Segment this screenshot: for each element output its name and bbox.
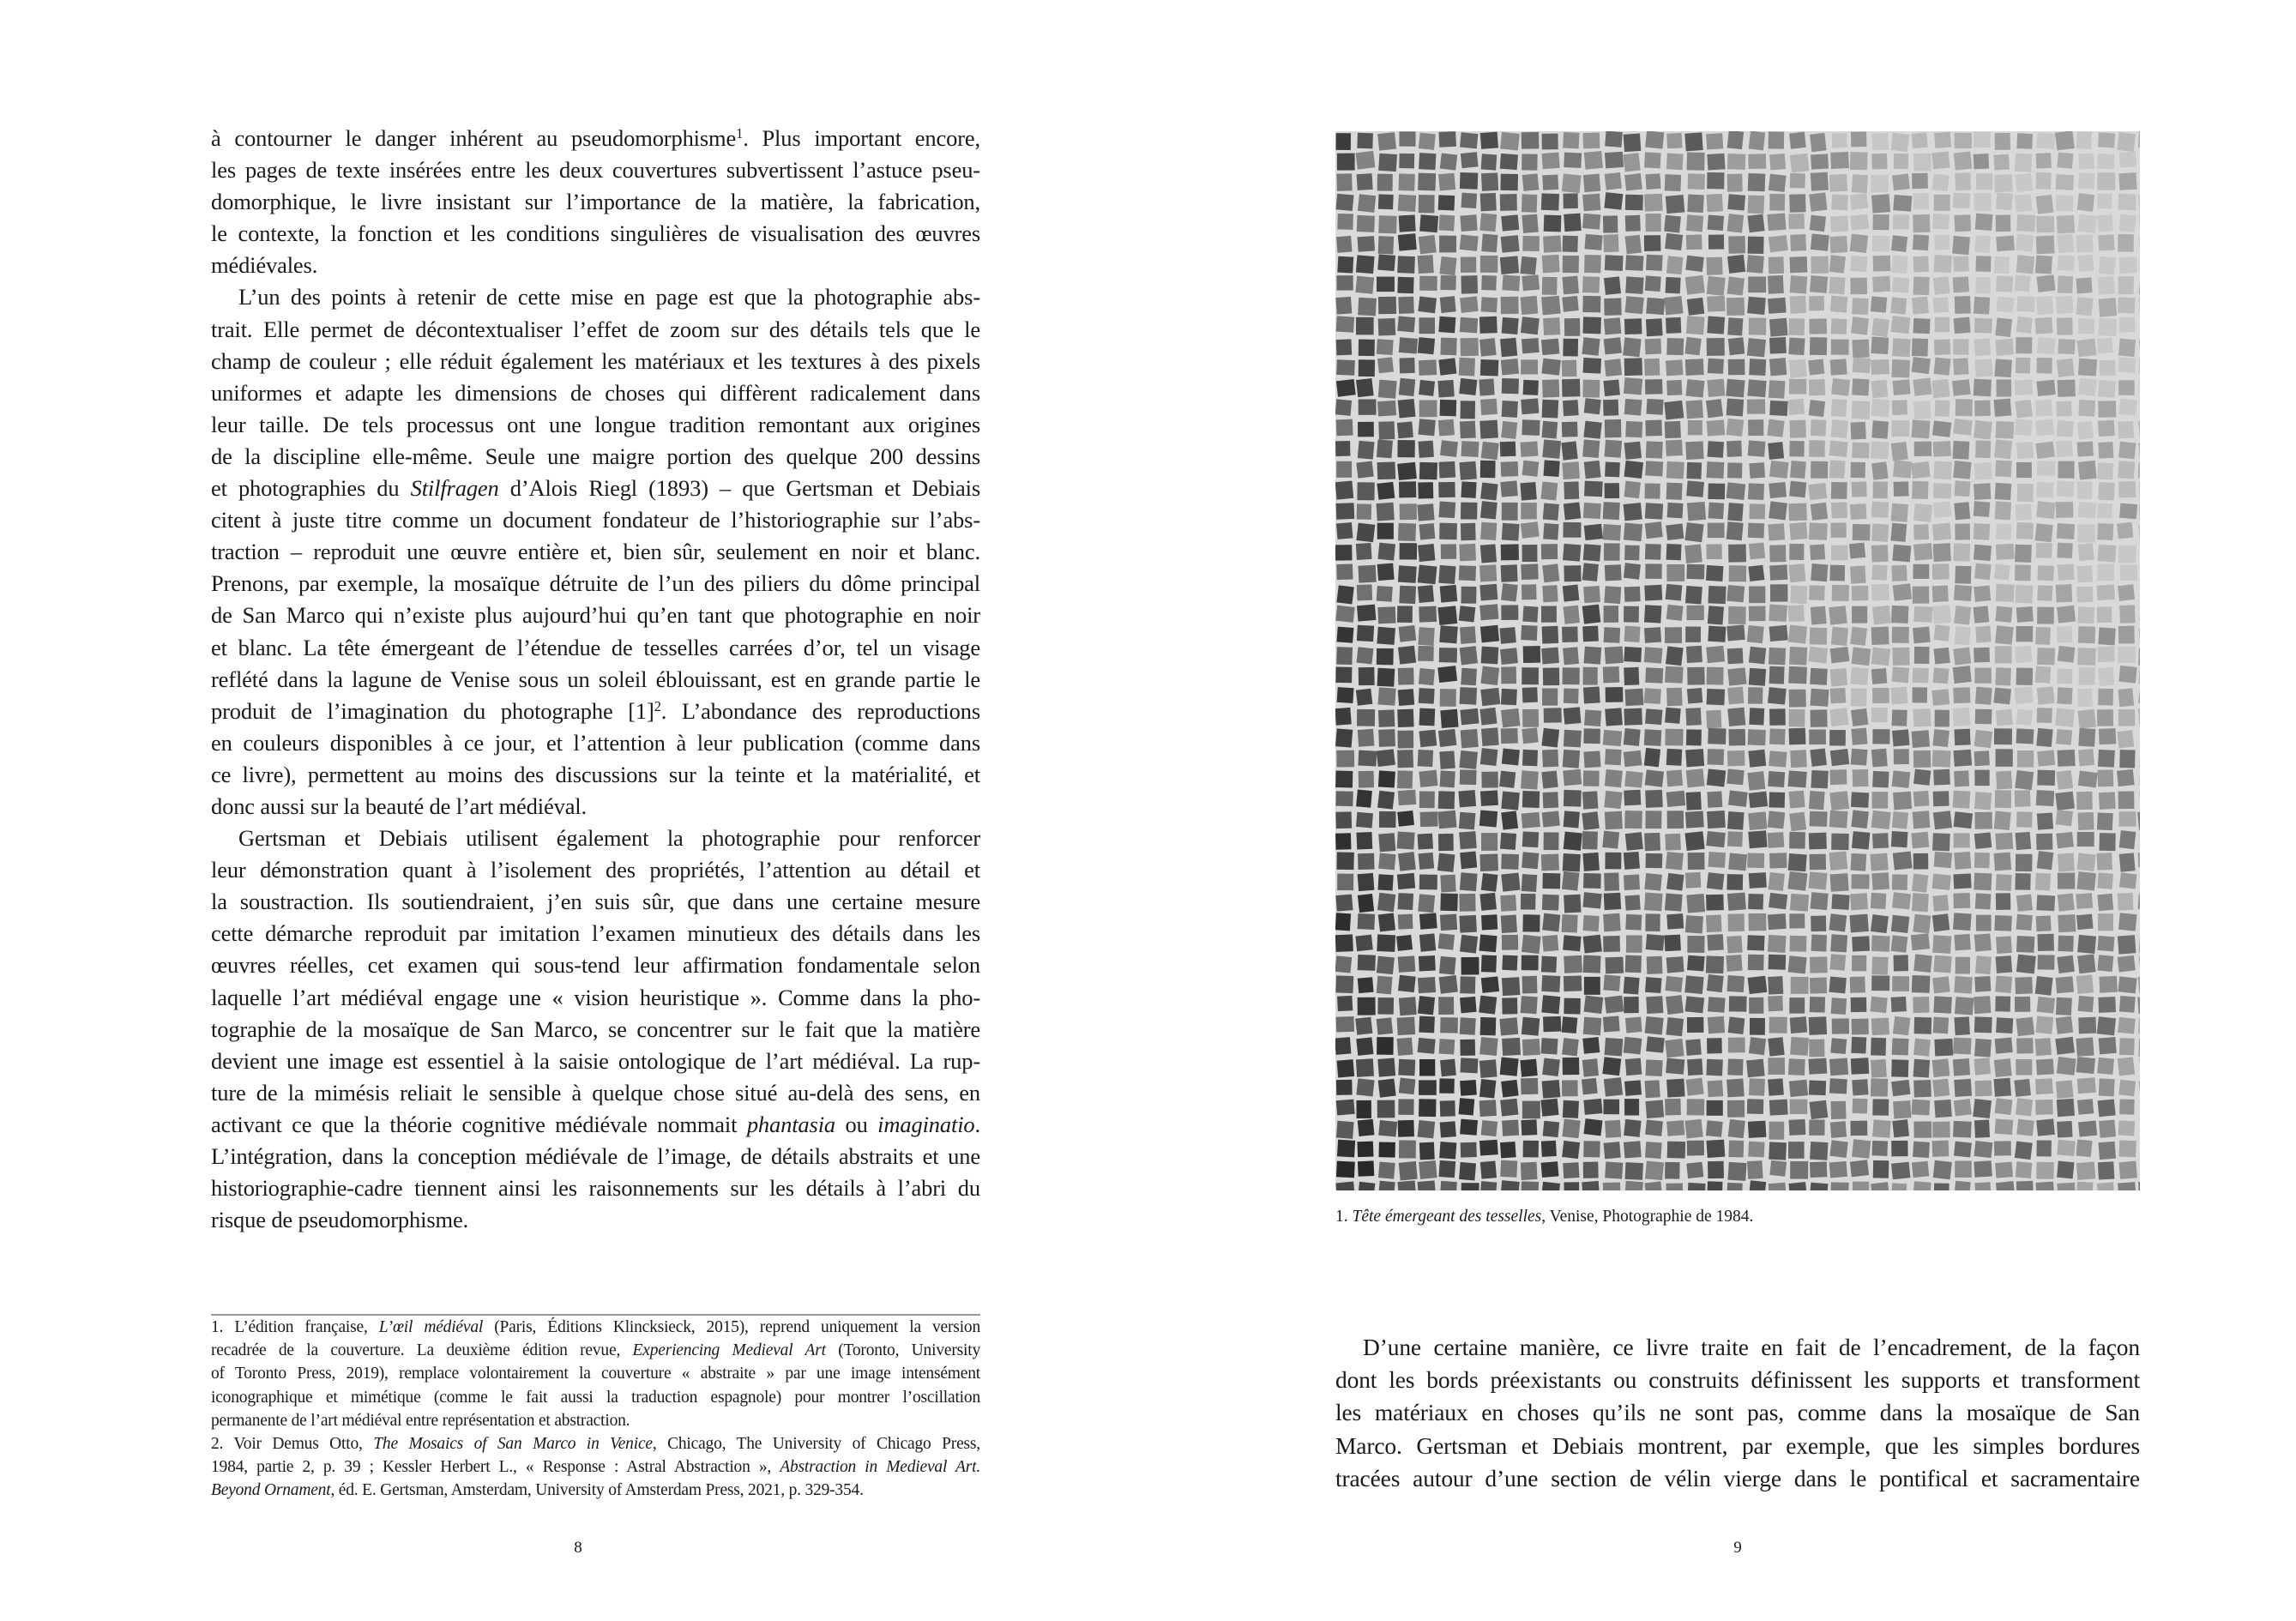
text-line <box>211 409 980 441</box>
footnote-ref[interactable]: 1 <box>736 124 744 142</box>
text-run: cette démarche reproduit par imitation l’examen minutieux des détails dans les <box>211 920 980 947</box>
text-line <box>211 186 980 218</box>
text-run: ture de la mimésis reliait le sensible à quelque chose situé au-delà des sens, en <box>211 1079 980 1106</box>
text-line <box>211 696 980 727</box>
text-run: L’un des points à retenir de cette mise en page est que la photographie abs- <box>238 284 980 310</box>
text-line <box>1335 1396 2140 1429</box>
text-run: . Plus important encore, <box>743 125 980 151</box>
text-line <box>211 759 980 791</box>
text-run: citent à juste titre comme un document fondateur de l’historiographie sur l’abs- <box>211 507 980 533</box>
italic-text: Experiencing Medieval Art <box>632 1341 826 1360</box>
text-line <box>211 1339 980 1362</box>
text-run: . L’abondance des reproductions <box>660 697 980 724</box>
text-run: (Paris, Éditions Klincksieck, 2015), reprend uniquement la version <box>483 1318 981 1336</box>
text-run: médiévales. <box>211 252 318 279</box>
text-line <box>211 1386 980 1409</box>
text-run: D’une certaine manière, ce livre traite en fait de l’encadrement, de la façon <box>1363 1334 2140 1360</box>
text-run: les pages de texte insérées entre les deux couvertures subvertissent l’astuce pseu- <box>211 157 980 184</box>
text-run: , éd. E. Gertsman, Amsterdam, University of Amsterdam Press, 2021, p. 329-354. <box>330 1481 864 1500</box>
text-line <box>211 123 980 154</box>
text-run: traction – reproduit une œuvre entière et, bien sûr, seulement en noir et blanc. <box>211 539 980 565</box>
text-run: . <box>974 1111 980 1137</box>
text-line <box>211 1479 980 1502</box>
text-run: le contexte, la fonction et les conditions singulières de visualisation des œuvres <box>211 220 980 247</box>
text-run: Prenons, par exemple, la mosaïque détruite de l’un des piliers du dôme principal <box>211 570 980 597</box>
body-text <box>211 123 980 1236</box>
text-line <box>211 346 980 377</box>
text-run: leur démonstration quant à l’isolement des propriétés, l’attention au détail et <box>211 857 980 883</box>
text-run: laquelle l’art médiéval engage une « vision heuristique ». Comme dans la pho- <box>211 984 980 1010</box>
italic-text: phantasia <box>746 1111 836 1137</box>
text-line <box>211 218 980 250</box>
text-line <box>211 1316 980 1339</box>
text-run: 1984, partie 2, p. 39 ; Kessler Herbert L., « Response : Astral Abstraction », <box>211 1458 780 1477</box>
page-number: 8 <box>574 1539 582 1557</box>
text-run: 2. Voir Demus Otto, <box>211 1435 374 1454</box>
text-line <box>211 504 980 536</box>
text-run: de la discipline elle-même. Seule une maigre portion des quelque 200 dessins <box>211 443 980 469</box>
mosaic-image <box>1335 131 2140 1190</box>
page-number: 9 <box>1733 1539 1742 1557</box>
text-run: domorphique, le livre insistant sur l’importance de la matière, la fabrication, <box>211 189 980 215</box>
text-run: reflété dans la lagune de Venise sous un soleil éblouissant, est en grande partie le <box>211 666 980 692</box>
text-line <box>211 949 980 981</box>
footnotes <box>211 1316 980 1503</box>
text-line <box>211 473 980 504</box>
text-line <box>211 791 980 823</box>
text-run: , Venise, Photographie de 1984. <box>1541 1208 1754 1226</box>
text-run: la soustraction. Ils soutiendraient, j’en suis sûr, que dans une certaine mesure <box>211 889 980 915</box>
text-run: iconographique et mimétique (comme le fait aussi la traduction espagnole) pour montrer l’oscillation <box>211 1388 980 1407</box>
text-run: permanente de l’art médiéval entre représentation et abstraction. <box>211 1411 630 1430</box>
text-run: les matériaux en choses qu’ils ne sont pas, comme dans la mosaïque de San <box>1335 1399 2140 1426</box>
text-line <box>211 886 980 918</box>
body-text <box>1335 1331 2140 1495</box>
text-run: 1. <box>1335 1208 1353 1226</box>
text-run: Marco. Gertsman et Debiais montrent, par exemple, que les simples bordures <box>1335 1431 2140 1459</box>
text-line <box>211 1109 980 1141</box>
text-run: Gertsman et Debiais utilisent également la photographie pour renforcer <box>238 825 980 852</box>
right-page <box>1148 0 2296 1621</box>
text-run: historiographie-cadre tiennent ainsi les raisonnements sur les détails à l’abri du <box>211 1175 980 1202</box>
text-line <box>211 377 980 409</box>
text-line <box>211 1432 980 1455</box>
text-run: à contourner le danger inhérent au pseudomorphisme <box>211 125 737 151</box>
text-line <box>211 1455 980 1479</box>
text-line <box>211 1014 980 1046</box>
text-line <box>211 727 980 759</box>
text-line <box>211 281 980 313</box>
text-line <box>211 568 980 600</box>
text-run: leur taille. De tels processus ont une longue tradition remontant aux origines <box>211 411 980 437</box>
italic-text: Stilfragen <box>410 475 499 502</box>
text-run: ou <box>835 1111 878 1137</box>
italic-text: Beyond Ornament <box>211 1481 331 1500</box>
text-run: en couleurs disponibles à ce jour, et l’attention à leur publication (comme dans <box>211 729 980 756</box>
text-run: champ de couleur ; elle réduit également les matériaux et les textures à des pixels <box>211 347 980 374</box>
text-line <box>211 1046 980 1077</box>
text-line <box>211 1141 980 1172</box>
text-line <box>1335 1364 2140 1396</box>
italic-text: Tête émergeant des tesselles <box>1352 1208 1542 1226</box>
text-line <box>211 536 980 568</box>
text-run: œuvres réelles, cet examen qui sous-tend leur affirmation fondamentale selon <box>211 952 980 979</box>
text-line <box>211 1409 980 1432</box>
text-run: et photographies du <box>211 475 411 502</box>
text-run: L’intégration, dans la conception médiévale de l’image, de détails abstraits et une <box>211 1143 980 1169</box>
text-run: tographie de la mosaïque de San Marco, se concentrer sur le fait que la matière <box>211 1015 980 1042</box>
text-line <box>211 441 980 473</box>
text-run: donc aussi sur la beauté de l’art médiéval. <box>211 792 587 819</box>
text-run: (Toronto, University <box>825 1341 981 1360</box>
text-line <box>211 1204 980 1236</box>
text-line <box>211 632 980 664</box>
text-line <box>1335 1462 2140 1495</box>
italic-text: Abstraction in Medieval Art. <box>780 1458 980 1477</box>
text-run: risque de pseudomorphisme. <box>211 1207 469 1233</box>
text-line <box>211 1172 980 1204</box>
text-run: activant ce que la théorie cognitive médiévale nommait <box>211 1111 747 1137</box>
italic-text: The Mosaics of San Marco in Venice <box>373 1435 653 1454</box>
text-line <box>211 1077 980 1109</box>
text-line <box>1335 1331 2140 1364</box>
text-line <box>211 154 980 186</box>
text-run: tracées autour d’une section de vélin vierge dans le pontifical et sacramentaire <box>1335 1464 2140 1491</box>
text-line <box>1335 1430 2140 1462</box>
text-run: trait. Elle permet de décontextualiser l’effet de zoom sur des détails tels que le <box>211 316 980 342</box>
figure-caption <box>1335 1208 1753 1226</box>
text-line <box>211 314 980 346</box>
text-run: dont les bords préexistants ou construits définissent les supports et transforment <box>1335 1366 2140 1394</box>
text-line <box>211 1362 980 1385</box>
text-run: devient une image est essentiel à la saisie ontologique de l’art médiéval. La rup- <box>211 1047 980 1074</box>
text-run: uniformes et adapte les dimensions de choses qui diffèrent radicalement dans <box>211 379 980 406</box>
text-line <box>211 600 980 631</box>
text-run: et blanc. La tête émergeant de l’étendue de tesselles carrées d’or, tel un visage <box>211 634 980 660</box>
text-run: produit de l’imagination du photographe [1] <box>211 697 654 724</box>
mosaic-photograph <box>1335 131 2140 1190</box>
text-line <box>211 982 980 1014</box>
text-run: d’Alois Riegl (1893) – que Gertsman et Debiais <box>498 475 981 502</box>
italic-text: imaginatio <box>877 1111 975 1137</box>
text-line <box>211 854 980 886</box>
footnote-ref[interactable]: 2 <box>654 697 661 714</box>
text-line <box>211 250 980 281</box>
text-line <box>211 664 980 696</box>
text-line <box>211 823 980 854</box>
text-run: of Toronto Press, 2019), remplace volontairement la couverture « abstraite » par une image intensément <box>211 1365 980 1383</box>
text-run: de San Marco qui n’existe plus aujourd’hui qu’en tant que photographie en noir <box>211 602 980 629</box>
italic-text: L’œil médiéval <box>378 1318 484 1336</box>
text-run: 1. L’édition française, <box>211 1318 379 1336</box>
text-run: recadrée de la couverture. La deuxième édition revue, <box>211 1341 633 1360</box>
text-run: ce livre), permettent au moins des discussions sur la teinte et la matérialité, et <box>211 761 980 787</box>
text-line <box>211 918 980 949</box>
text-run: , Chicago, The University of Chicago Press, <box>652 1435 980 1454</box>
